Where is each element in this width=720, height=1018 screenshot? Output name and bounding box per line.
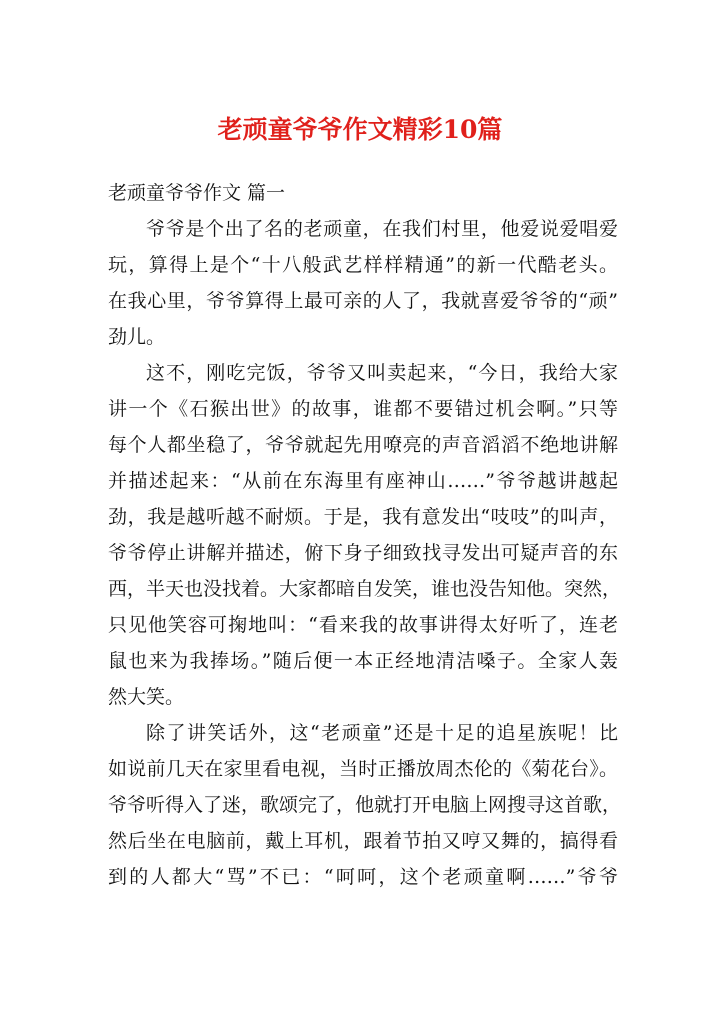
paragraph-line: 这不，刚吃完饭，爷爷又叫卖起来，“今日，我给大家 [146, 362, 618, 384]
paragraph-line: 每个人都坐稳了，爷爷就起先用嘹亮的声音滔滔不绝地讲解 [108, 434, 618, 456]
paragraph-line: 鼠也来为我捧场。”随后便一本正经地清洁嗓子。全家人轰 [108, 650, 618, 672]
paragraph-line: 劲，我是越听越不耐烦。于是，我有意发出“吱吱”的叫声， [108, 506, 618, 528]
paragraph-line: 讲一个《石猴出世》的故事，谁都不要错过机会啊。”只等 [108, 398, 618, 420]
paragraph-line: 然后坐在电脑前，戴上耳机，跟着节拍又哼又舞的，搞得看 [108, 830, 618, 852]
document-title: 老顽童爷爷作文精彩10篇 [217, 115, 503, 144]
paragraph-line: 然大笑。 [108, 686, 185, 708]
paragraph-line: 爷爷是个出了名的老顽童，在我们村里，他爱说爱唱爱 [146, 218, 618, 240]
paragraph-line: 玩，算得上是个“十八般武艺样样精通”的新一代酷老头。 [108, 254, 618, 276]
paragraph-2 [108, 355, 622, 715]
paragraph-line: 如说前几天在家里看电视，当时正播放周杰伦的《菊花台》。 [108, 758, 618, 780]
paragraph-line: 爷爷听得入了迷，歌颂完了，他就打开电脑上网搜寻这首歌， [108, 794, 622, 816]
paragraph-3 [108, 715, 622, 895]
paragraph-line: 并描述起来：“从前在东海里有座神山……”爷爷越讲越起 [108, 470, 618, 492]
paragraph-line: 爷爷停止讲解并描述，俯下身子细致找寻发出可疑声音的东 [108, 542, 618, 564]
paragraph-line: 劲儿。 [108, 326, 166, 348]
paragraph-line: 在我心里，爷爷算得上最可亲的人了，我就喜爱爷爷的“顽” [108, 290, 618, 312]
paragraph-line: 只见他笑容可掬地叫：“看来我的故事讲得太好听了，连老 [108, 614, 618, 636]
paragraph-line: 除了讲笑话外，这“老顽童”还是十足的追星族呢！比 [146, 722, 618, 744]
section-heading: 老顽童爷爷作文 篇一 [108, 182, 286, 204]
paragraph-line: 到的人都大“骂”不已：“呵呵，这个老顽童啊……”爷爷 [108, 866, 618, 888]
paragraph-1 [108, 211, 618, 355]
paragraph-line: 西，半天也没找着。大家都暗自发笑，谁也没告知他。突然， [108, 578, 622, 600]
document-body [108, 175, 622, 895]
